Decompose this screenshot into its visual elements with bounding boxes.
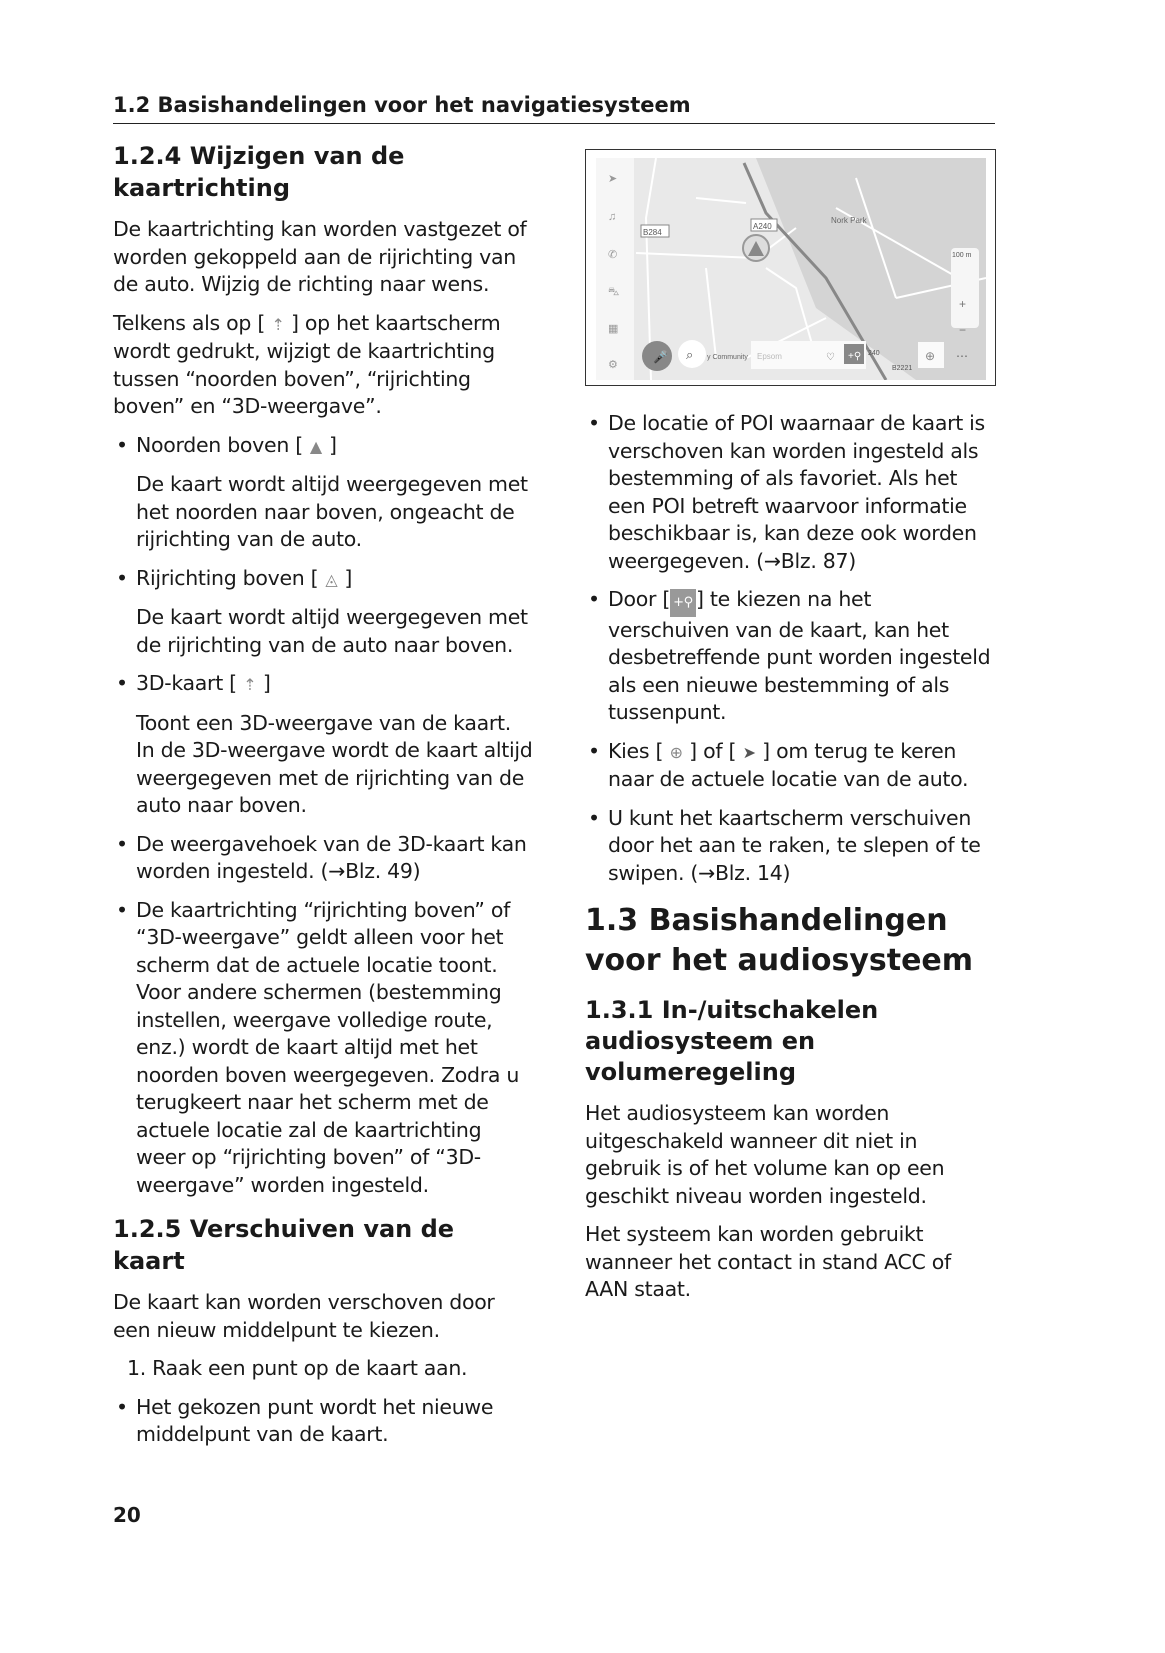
list-item: • De weergavehoek van de 3D-kaart kan worden ingesteld. (→Blz. 49) xyxy=(113,831,533,886)
text: Rijrichting boven [ xyxy=(136,565,319,590)
map-poi-label: Nork Park xyxy=(831,216,867,225)
text: 3D-kaart [ xyxy=(136,671,237,695)
music-icon[interactable]: ♫ xyxy=(608,211,617,223)
paragraph: De kaart wordt altijd weergegeven met de rijrichting van de auto naar boven. xyxy=(136,605,528,657)
list-item: • Het gekozen punt wordt het nieuwe middelpunt van de kaart. xyxy=(113,1394,533,1449)
step: 1. Raak een punt op de kaart aan. xyxy=(127,1356,468,1380)
paragraph: Het audiosysteem kan worden uitgeschakeld wanneer dit niet in gebruik is of het volume kan op een geschikt niveau worden ingesteld. xyxy=(585,1101,945,1208)
list-item xyxy=(585,738,997,794)
text: Noorden boven [ xyxy=(136,432,303,457)
map-road-label: 240 xyxy=(868,350,880,357)
navigation-arrow-icon: ➤ xyxy=(742,742,756,762)
text: ] te kiezen na het verschuiven van de kaart, kan het desbetreffende punt worden ingesteld als een nieuwe bestemming of als tussenpunt. xyxy=(608,587,991,724)
map-orientation-icon: ⇡ xyxy=(271,314,285,334)
paragraph: Toont een 3D-weergave van de kaart. In de 3D-weergave wordt de kaart altijd weergegeven met de rijrichting van de auto naar boven. xyxy=(136,710,533,817)
list-item: • U kunt het kaartscherm verschuiven door het aan te raken, te slepen of te swipen. (→Blz. 14) xyxy=(585,805,997,888)
apps-icon[interactable]: ▦ xyxy=(608,323,619,335)
text: Door [ xyxy=(608,587,671,611)
text: ] xyxy=(262,671,271,695)
list-item xyxy=(585,586,997,727)
paragraph: De kaart wordt altijd weergegeven met het noorden naar boven, ongeacht de rijrichting van de auto. xyxy=(136,472,528,551)
settings-icon[interactable]: ⚙ xyxy=(608,359,618,371)
list-item xyxy=(113,565,533,594)
3d-map-icon: ⇡ xyxy=(243,675,257,694)
section-header: 1.2 Basishandelingen voor het navigatiesysteem xyxy=(113,93,995,124)
heading-up-icon: ◬ xyxy=(325,569,338,589)
heading-1-2-5: 1.2.5 Verschuiven van de kaart xyxy=(113,1215,455,1275)
map-road-label: A240 xyxy=(753,222,772,231)
text: Telkens als op [ xyxy=(113,310,266,335)
map-screenshot xyxy=(585,149,996,386)
set-destination-icon: +⚲ xyxy=(670,589,696,617)
zoom-controls[interactable] xyxy=(951,248,979,328)
phone-icon[interactable]: ✆ xyxy=(608,249,618,261)
paragraph: De kaartrichting kan worden vastgezet of worden gekoppeld aan de rijrichting van de auto. Wijzig de richting naar wens. xyxy=(113,217,527,296)
compass-icon: ⊕ xyxy=(925,349,936,363)
more-options-icon[interactable]: ⋯ xyxy=(956,349,968,363)
search-input[interactable]: Epsom xyxy=(757,352,782,361)
favorite-heart-icon[interactable]: ♡ xyxy=(826,352,835,363)
text: ] xyxy=(328,432,337,457)
list-item xyxy=(113,432,533,461)
text: ] xyxy=(344,565,353,590)
map-road-label: B2221 xyxy=(892,365,913,372)
list-item: • De locatie of POI waarnaar de kaart is verschoven kan worden ingesteld als bestemming of als favoriet. Als het een POI betreft waarvoor informatie beschikbaar is, kan deze ook worden weergegeven. (→Blz. 87) xyxy=(585,410,997,575)
north-up-icon: ▲ xyxy=(309,436,322,456)
heading-1-2-4: 1.2.4 Wijzigen van de kaartrichting xyxy=(113,142,405,202)
microphone-icon: 🎤 xyxy=(653,350,668,364)
add-location-pin-icon: +⚲ xyxy=(848,351,862,362)
right-column xyxy=(585,410,997,1315)
search-icon: ⌕ xyxy=(686,347,694,362)
left-column xyxy=(113,140,533,1460)
text: Kies [ xyxy=(608,738,664,763)
text: ] om terug te keren naar de actuele locatie van de auto. xyxy=(608,738,969,791)
paragraph: De kaart kan worden verschoven door een nieuw middelpunt te kiezen. xyxy=(113,1290,495,1342)
map-road-label: B284 xyxy=(643,228,662,237)
zoom-in-icon[interactable]: + xyxy=(959,297,967,311)
zoom-out-icon[interactable]: − xyxy=(959,323,967,337)
car-icon[interactable]: ⛍ xyxy=(608,286,620,298)
paragraph xyxy=(113,310,533,421)
paragraph: Het systeem kan worden gebruikt wanneer het contact in stand ACC of AAN staat. xyxy=(585,1222,951,1301)
map-area-label: y Community xyxy=(707,354,748,361)
heading-1-3: 1.3 Basishandelingen voor het audiosysteem xyxy=(585,903,974,978)
list-item: • De kaartrichting “rijrichting boven” of “3D-weergave” geldt alleen voor het scherm dat de actuele locatie toont. Voor andere schermen (bestemming instellen, weergave volledige route, enz.) wordt de kaart altijd met het noorden boven weergegeven. Zodra u terugkeert naar het scherm met de actuele locatie zal de kaartrichting weer op “rijrichting boven” of “3D-weergave” worden ingesteld. xyxy=(113,897,533,1200)
list-item xyxy=(113,670,533,699)
page-number: 20 xyxy=(113,1503,141,1527)
compass-icon: ⊕ xyxy=(669,742,683,762)
text: ] op het kaartscherm wordt gedrukt, wijzigt de kaartrichting tussen “noorden boven”, “rijrichting boven” en “3D-weergave”. xyxy=(113,310,501,418)
text: ] of [ xyxy=(689,738,737,763)
heading-1-3-1: 1.3.1 In-/uitschakelen audiosysteem en volumeregeling xyxy=(585,996,879,1086)
map-scale: 100 m xyxy=(952,252,972,259)
navigation-arrow-icon[interactable]: ➤ xyxy=(608,173,618,185)
